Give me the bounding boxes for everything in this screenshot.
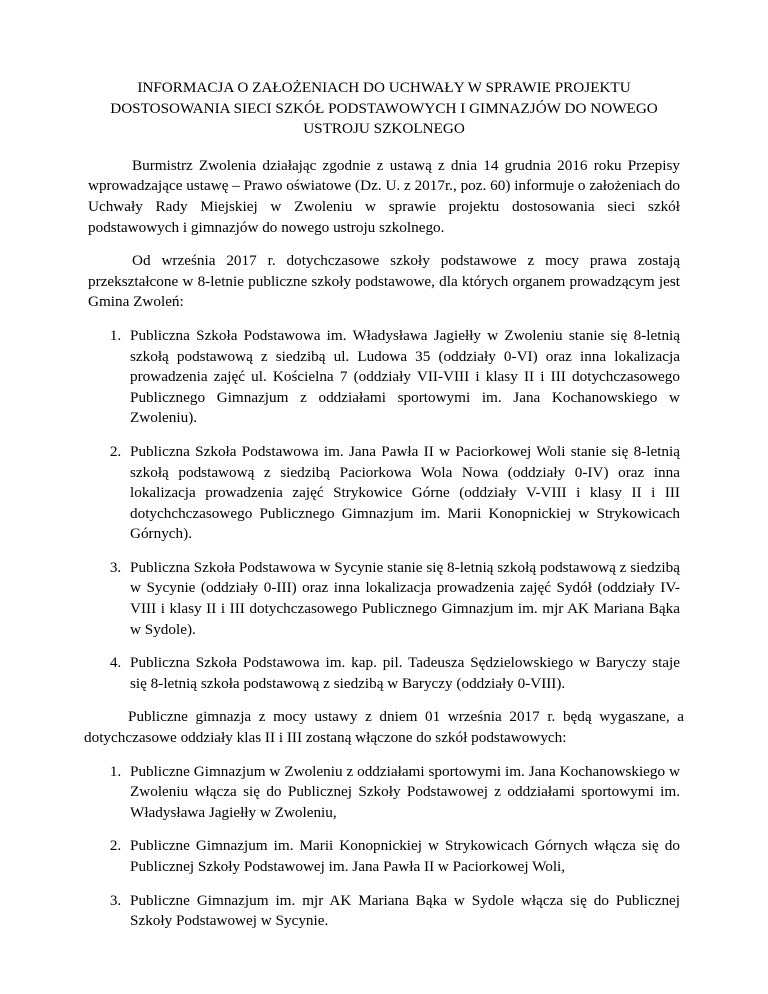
gimnazja-list <box>88 762 680 932</box>
list-item: 2. Publiczna Szkoła Podstawowa im. Jana Pawła II w Paciorkowej Woli stanie się 8-letnią szkołą podstawową z siedzibą Paciorkowa Wola Nowa (oddziały 0-IV) oraz inna lokalizacja prowadzenia zajęć Strykowice Górne (oddziały V-VIII i klasy II i III dotychchczasowego Publicznego Gimnazjum im. Marii Konopnickiej w Strykowicach Górnych). <box>125 442 680 545</box>
title-line-3: USTROJU SZKOLNEGO <box>303 120 465 138</box>
list-item: 1. Publiczne Gimnazjum w Zwoleniu z oddziałami sportowymi im. Jana Kochanowskiego w Zwoleniu włącza się do Publicznej Szkoły Podstawowej z oddziałami sportowymi im. Władysława Jagiełły w Zwoleniu, <box>125 762 680 824</box>
schools-list <box>88 326 680 695</box>
gimnazja-paragraph: Publiczne gimnazja z mocy ustawy z dniem 01 września 2017 r. będą wygaszane, a dotychczasowe oddziały klas II i III zostaną włączone do szkół podstawowych: <box>84 708 684 747</box>
intro-paragraph: Burmistrz Zwolenia działając zgodnie z ustawą z dnia 14 grudnia 2016 roku Przepisy wprowadzające ustawę – Prawo oświatowe (Dz. U. z 2017r., poz. 60) informuje o założeniach do Uchwały Rady Miejskiej w Zwoleniu w sprawie projektu dostosowania sieci szkół podstawowych i gimnazjów do nowego ustroju szkolnego. <box>88 156 680 236</box>
schools-paragraph: Od września 2017 r. dotychczasowe szkoły podstawowe z mocy prawa zostają przekształcone w 8-letnie publiczne szkoły podstawowe, dla których organem prowadzącym jest Gmina Zwoleń: <box>88 252 680 311</box>
title-line-2: DOSTOSOWANIA SIECI SZKÓŁ PODSTAWOWYCH I GIMNAZJÓW DO NOWEGO <box>110 99 658 117</box>
list-item: 2. Publiczne Gimnazjum im. Marii Konopnickiej w Strykowicach Górnych włącza się do Publicznej Szkoły Podstawowej im. Jana Pawła II w Paciorkowej Woli, <box>125 836 680 877</box>
list-item: 4. Publiczna Szkoła Podstawowa im. kap. pil. Tadeusza Sędzielowskiego w Baryczy staje się 8-letnią szkoła podstawową z siedzibą w Baryczy (oddziały 0-VIII). <box>125 653 680 694</box>
list-item: 3. Publiczna Szkoła Podstawowa w Sycynie stanie się 8-letnią szkołą podstawową z siedzibą w Sycynie (oddziały 0-III) oraz inna lokalizacja prowadzenia zajęć Sydół (oddziały IV-VIII i klasy II i III dotychczasowego Publicznego Gimnazjum im. mjr AK Mariana Bąka w Sydole). <box>125 558 680 640</box>
list-item: 3. Publiczne Gimnazjum im. mjr AK Mariana Bąka w Sydole włącza się do Publicznej Szkoły Podstawowej w Sycynie. <box>125 891 680 932</box>
title-line-1: INFORMACJA O ZAŁOŻENIACH DO UCHWAŁY W SPRAWIE PROJEKTU <box>137 79 631 96</box>
document-title <box>88 78 680 140</box>
list-item: 1. Publiczna Szkoła Podstawowa im. Władysława Jagiełły w Zwoleniu stanie się 8-letnią szkołą podstawową z siedzibą ul. Ludowa 35 (oddziały 0-VI) oraz inna lokalizacja prowadzenia zajęć ul. Kościelna 7 (oddziały VII-VIII i klasy II i III dotychczasowego Publicznego Gimnazjum z oddziałami sportowymi im. Jana Kochanowskiego w Zwoleniu). <box>125 326 680 429</box>
